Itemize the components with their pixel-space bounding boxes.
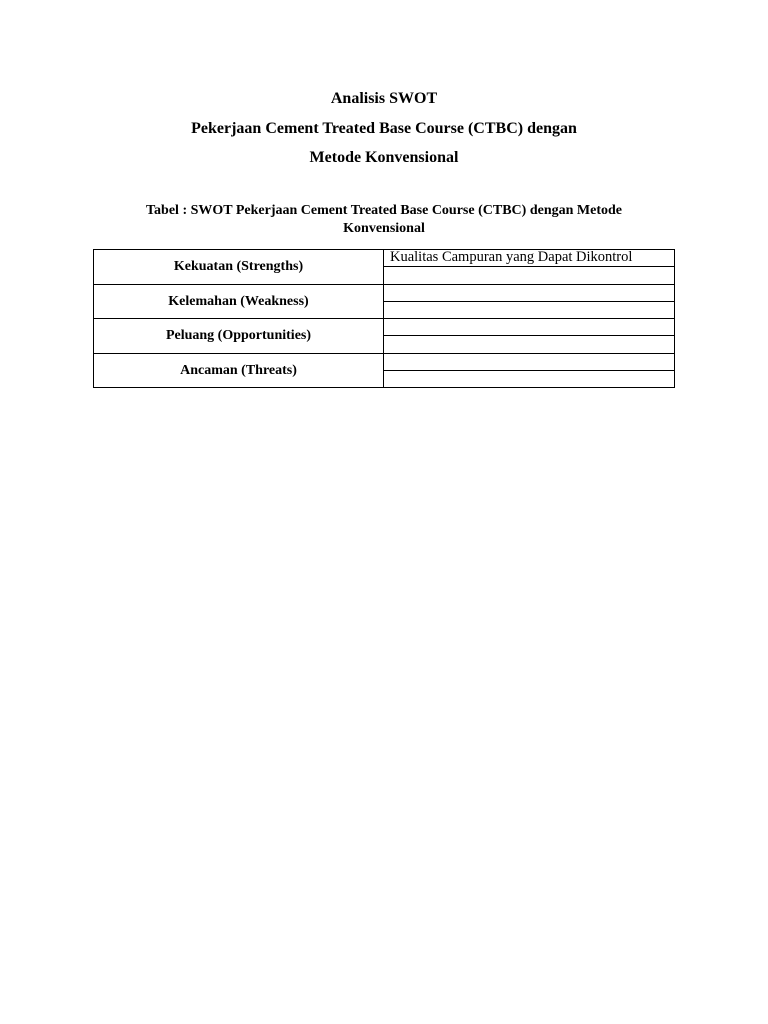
document-title <box>0 84 768 173</box>
table-caption: Tabel : SWOT Pekerjaan Cement Treated Base Course (CTBC) dengan Metode Konvensional <box>146 203 622 236</box>
opportunities-item-1 <box>384 319 675 336</box>
title-line-3: Metode Konvensional <box>309 149 459 166</box>
weakness-item-1 <box>384 284 675 301</box>
category-opportunities: Peluang (Opportunities) <box>94 319 384 354</box>
category-strengths: Kekuatan (Strengths) <box>94 250 384 285</box>
strengths-item-1: Kualitas Campuran yang Dapat Dikontrol <box>384 250 675 267</box>
table-row <box>94 319 675 336</box>
threats-item-2 <box>384 371 675 388</box>
category-weakness: Kelemahan (Weakness) <box>94 284 384 319</box>
weakness-item-2 <box>384 301 675 318</box>
table-row <box>94 284 675 301</box>
table-row <box>94 250 675 267</box>
title-line-1: Analisis SWOT <box>330 90 438 107</box>
table-row <box>94 353 675 370</box>
category-threats: Ancaman (Threats) <box>94 353 384 388</box>
strengths-item-2 <box>384 267 675 284</box>
threats-item-1 <box>384 353 675 370</box>
swot-table <box>93 249 675 388</box>
title-line-2: Pekerjaan Cement Treated Base Course (CTBC) dengan <box>191 119 577 137</box>
opportunities-item-2 <box>384 336 675 353</box>
